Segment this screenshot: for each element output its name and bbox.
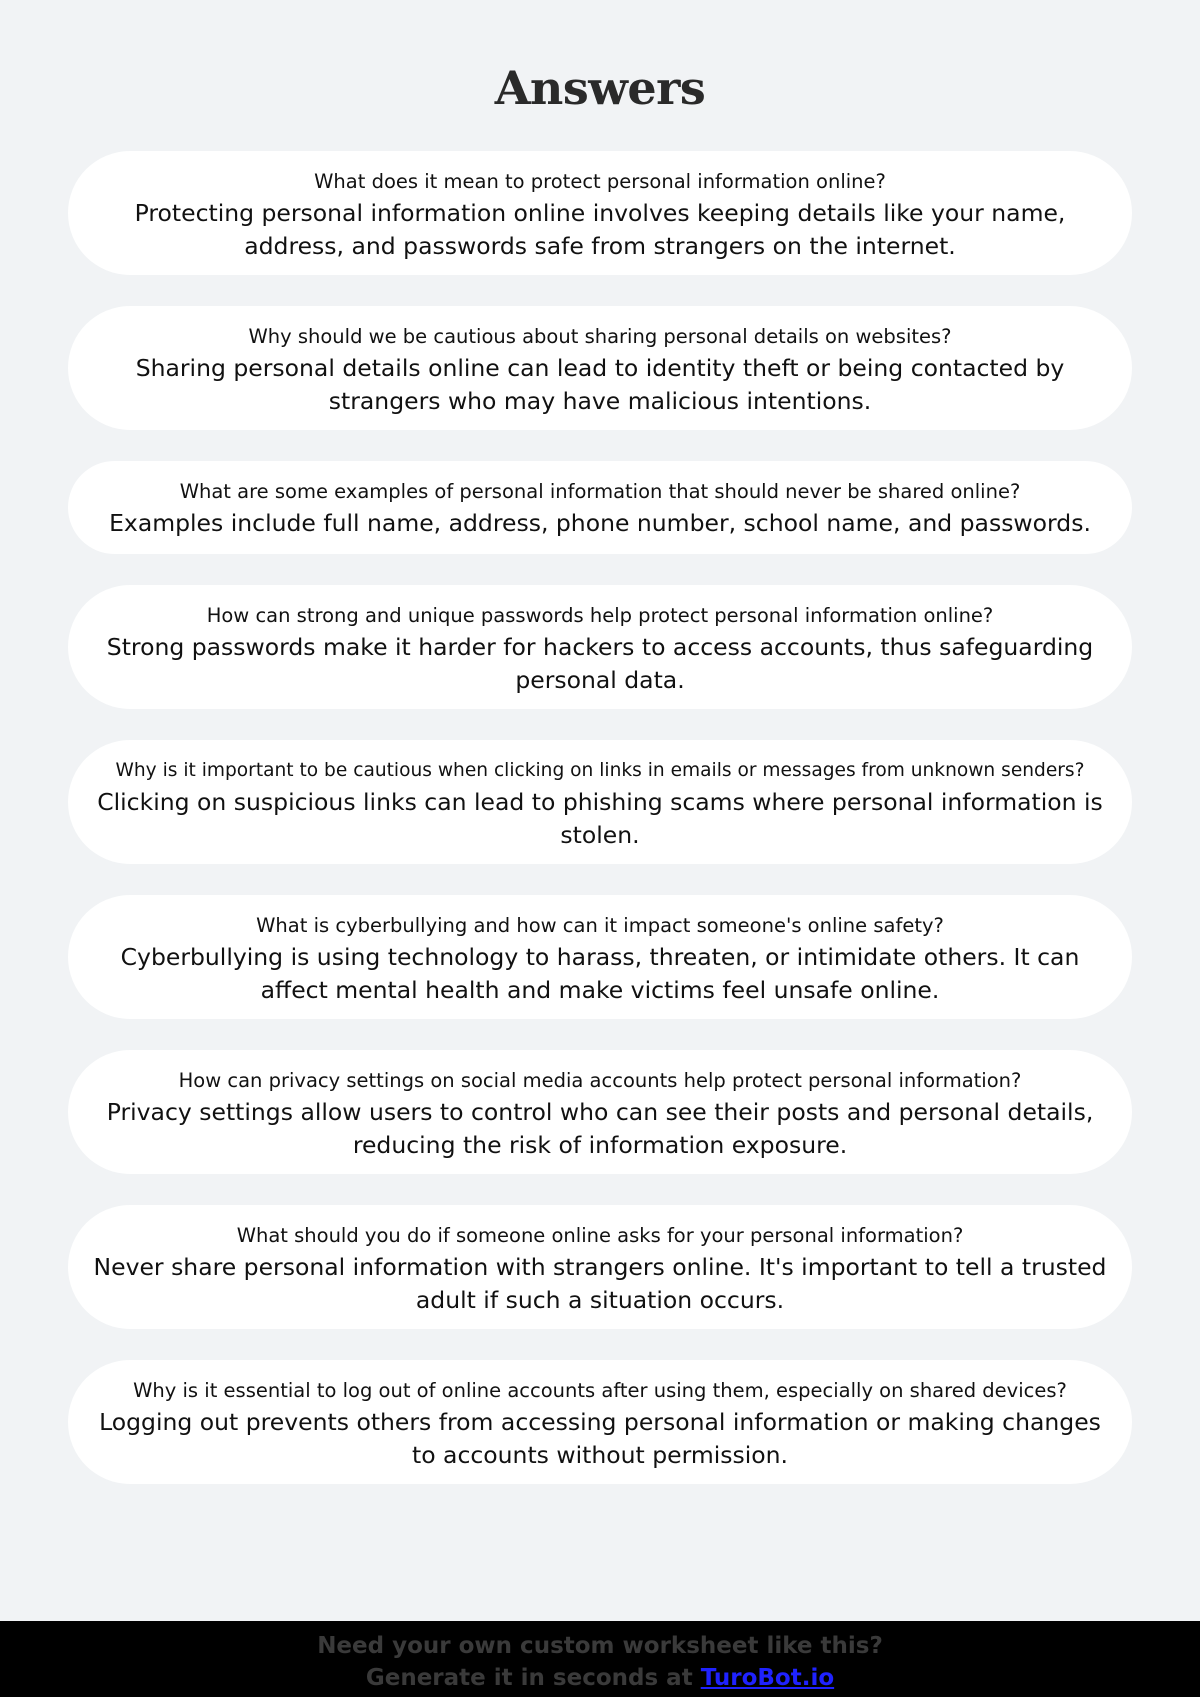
footer-line-1: Need your own custom worksheet like this? [317, 1633, 883, 1659]
answer-text: Strong passwords make it harder for hackers to access accounts, thus safeguarding personal data. [106, 633, 1094, 694]
question-text: How can privacy settings on social media accounts help protect personal information? [178, 1069, 1022, 1092]
question-text: Why is it essential to log out of online accounts after using them, especially on shared devices? [133, 1379, 1067, 1402]
footer-line-2 [0, 1662, 1200, 1694]
question-text: What are some examples of personal information that should never be shared online? [179, 480, 1021, 503]
answer-text: Clicking on suspicious links can lead to phishing scams where personal information is stolen. [97, 788, 1103, 849]
answer-card-3 [68, 461, 1132, 554]
answer-card-7 [68, 1050, 1132, 1174]
question-text: Why is it important to be cautious when clicking on links in emails or messages from unknown senders? [115, 760, 1085, 781]
question-text: How can strong and unique passwords help protect personal information online? [206, 604, 994, 627]
promo-footer [0, 1621, 1200, 1697]
answer-text: Protecting personal information online involves keeping details like your name, address, and passwords safe from strangers on the internet. [134, 199, 1066, 260]
answers-list [68, 151, 1132, 1515]
answer-text: Logging out prevents others from accessing personal information or making changes to accounts without permission. [99, 1408, 1101, 1469]
answer-card-5 [68, 740, 1132, 864]
turobot-link[interactable]: TuroBot.io [700, 1665, 835, 1691]
page-title: Answers [494, 61, 706, 115]
answer-card-9 [68, 1360, 1132, 1484]
answer-text: Never share personal information with strangers online. It's important to tell a trusted adult if such a situation occurs. [93, 1253, 1107, 1314]
answer-text: Privacy settings allow users to control who can see their posts and personal details, reducing the risk of information exposure. [106, 1098, 1094, 1159]
answer-card-6 [68, 895, 1132, 1019]
question-text: What should you do if someone online asks for your personal information? [236, 1224, 964, 1247]
answer-card-2 [68, 306, 1132, 430]
footer-line-2-prefix: Generate it in seconds at [365, 1665, 701, 1691]
answer-card-8 [68, 1205, 1132, 1329]
answer-text: Sharing personal details online can lead to identity theft or being contacted by strangers who may have malicious intentions. [135, 354, 1065, 415]
answer-text: Examples include full name, address, phone number, school name, and passwords. [109, 509, 1091, 537]
answer-text: Cyberbullying is using technology to harass, threaten, or intimidate others. It can affect mental health and make victims feel unsafe online. [120, 943, 1080, 1004]
answer-card-1 [68, 151, 1132, 275]
question-text: Why should we be cautious about sharing personal details on websites? [248, 325, 952, 348]
answer-card-4 [68, 585, 1132, 709]
question-text: What is cyberbullying and how can it impact someone's online safety? [256, 914, 944, 937]
question-text: What does it mean to protect personal information online? [314, 170, 886, 193]
